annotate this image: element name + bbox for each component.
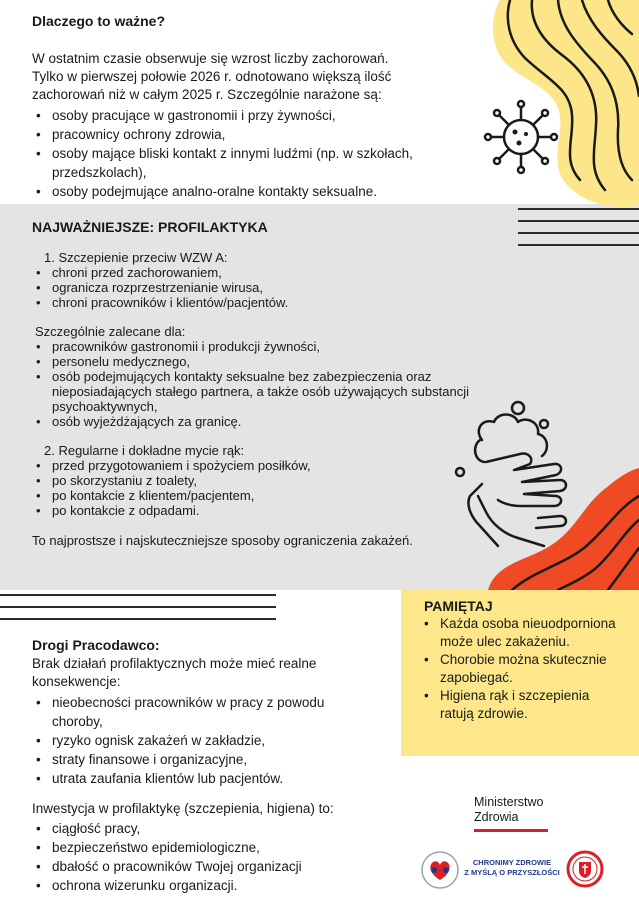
- list-item: • ciągłość pracy,: [32, 819, 422, 838]
- list-item: • po kontakcie z odpadami.: [32, 503, 452, 518]
- list-item: • po kontakcie z klientem/pacjentem,: [32, 488, 452, 503]
- campaign-logo-text: [462, 858, 562, 878]
- handwash-title: 2. Regularne i dokładne mycie rąk:: [44, 443, 245, 458]
- decorative-line: [0, 594, 276, 596]
- at-risk-groups-list: [32, 106, 452, 201]
- virus-icon: [482, 98, 560, 176]
- ministry-logo-bar: [474, 829, 548, 832]
- decorative-line: [518, 232, 639, 234]
- list-item: • pracowników gastronomii i produkcji żywności,: [32, 339, 472, 354]
- campaign-logo-line: Z MYŚLĄ O PRZYSZŁOŚCI: [464, 868, 560, 877]
- decorative-line: [0, 606, 276, 608]
- intro-line: zachorowań niż w całym 2025 r. Szczególnie narażone są:: [32, 87, 382, 102]
- decorative-line: [518, 220, 639, 222]
- list-item: • Higiena rąk i szczepienia ratują zdrowie.: [420, 687, 625, 723]
- list-item: • Chorobie można skutecznie zapobiegać.: [420, 651, 625, 687]
- list-item: • ochrona wizerunku organizacji.: [32, 876, 422, 895]
- list-item: • personelu medycznego,: [32, 354, 472, 369]
- list-item: • utrata zaufania klientów lub pacjentów.: [32, 769, 362, 788]
- ministry-logo-line: Ministerstwo: [474, 795, 544, 809]
- list-item: • osób podejmujących kontakty seksualne bez zabezpieczenia oraz nieposiadających stałego partnera, a także osób używających substancji psychoaktywnych,: [32, 369, 472, 414]
- intro-line: Tylko w pierwszej połowie 2026 r. odnotowano większą ilość: [32, 69, 392, 84]
- handwash-list: [32, 458, 452, 518]
- list-item: • chroni przed zachorowaniem,: [32, 265, 472, 280]
- prevention-summary: To najprostsze i najskuteczniejsze sposoby ograniczenia zakażeń.: [32, 533, 413, 548]
- recommended-title: Szczególnie zalecane dla:: [35, 324, 186, 339]
- vaccination-list: [32, 265, 472, 310]
- decorative-line: [518, 208, 639, 210]
- ministry-of-health-logo: [474, 795, 548, 832]
- employer-intro: Brak działań profilaktycznych może mieć realne konsekwencje:: [32, 656, 317, 689]
- hand-washing-icon: [452, 400, 602, 550]
- campaign-logo-line: CHRONIMY ZDROWIE: [472, 858, 552, 867]
- decorative-line: [518, 244, 639, 246]
- list-item: • straty finansowe i organizacyjne,: [32, 750, 362, 769]
- ministry-logo-line: Zdrowia: [474, 810, 519, 824]
- list-item: • bezpieczeństwo epidemiologiczne,: [32, 838, 422, 857]
- remember-list: [420, 615, 625, 723]
- benefits-list: [32, 819, 422, 895]
- vaccination-title: 1. Szczepienie przeciw WZW A:: [44, 250, 228, 265]
- list-item: • osób wyjeżdżających za granicę.: [32, 414, 472, 429]
- list-item: • nieobecności pracowników w pracy z powodu choroby,: [32, 693, 362, 731]
- list-item: • dbałość o pracowników Twojej organizacji: [32, 857, 422, 876]
- list-item: • pracownicy ochrony zdrowia,: [32, 125, 452, 144]
- why-important-intro: [32, 50, 472, 104]
- investment-intro: Inwestycja w profilaktykę (szczepienia, higiena) to:: [32, 801, 334, 816]
- list-item: • osoby podejmujące analno-oralne kontakty seksualne.: [32, 182, 452, 201]
- intro-line: W ostatnim czasie obserwuje się wzrost liczby zachorowań.: [32, 51, 389, 66]
- list-item: • ogranicza rozprzestrzenianie wirusa,: [32, 280, 472, 295]
- state-sanitary-inspection-crest-icon: [566, 850, 604, 888]
- prevention-title: NAJWAŻNIEJSZE: PROFILAKTYKA: [32, 219, 268, 235]
- list-item: • przed przygotowaniem i spożyciem posiłków,: [32, 458, 452, 473]
- remember-title: PAMIĘTAJ: [424, 598, 493, 614]
- list-item: • po skorzystaniu z toalety,: [32, 473, 452, 488]
- list-item: • chroni pracowników i klientów/pacjentów.: [32, 295, 472, 310]
- recommended-list: [32, 339, 472, 429]
- list-item: • ryzyko ognisk zakażeń w zakładzie,: [32, 731, 362, 750]
- consequences-list: [32, 693, 362, 788]
- employer-title: Drogi Pracodawco:: [32, 637, 160, 653]
- why-important-title: Dlaczego to ważne?: [32, 13, 166, 29]
- heart-people-icon: [420, 850, 460, 890]
- list-item: • Każda osoba nieuodporniona może ulec zakażeniu.: [420, 615, 625, 651]
- decorative-line: [0, 618, 276, 620]
- list-item: • osoby mające bliski kontakt z innymi ludźmi (np. w szkołach, przedszkolach),: [32, 144, 452, 182]
- list-item: • osoby pracujące w gastronomii i przy żywności,: [32, 106, 452, 125]
